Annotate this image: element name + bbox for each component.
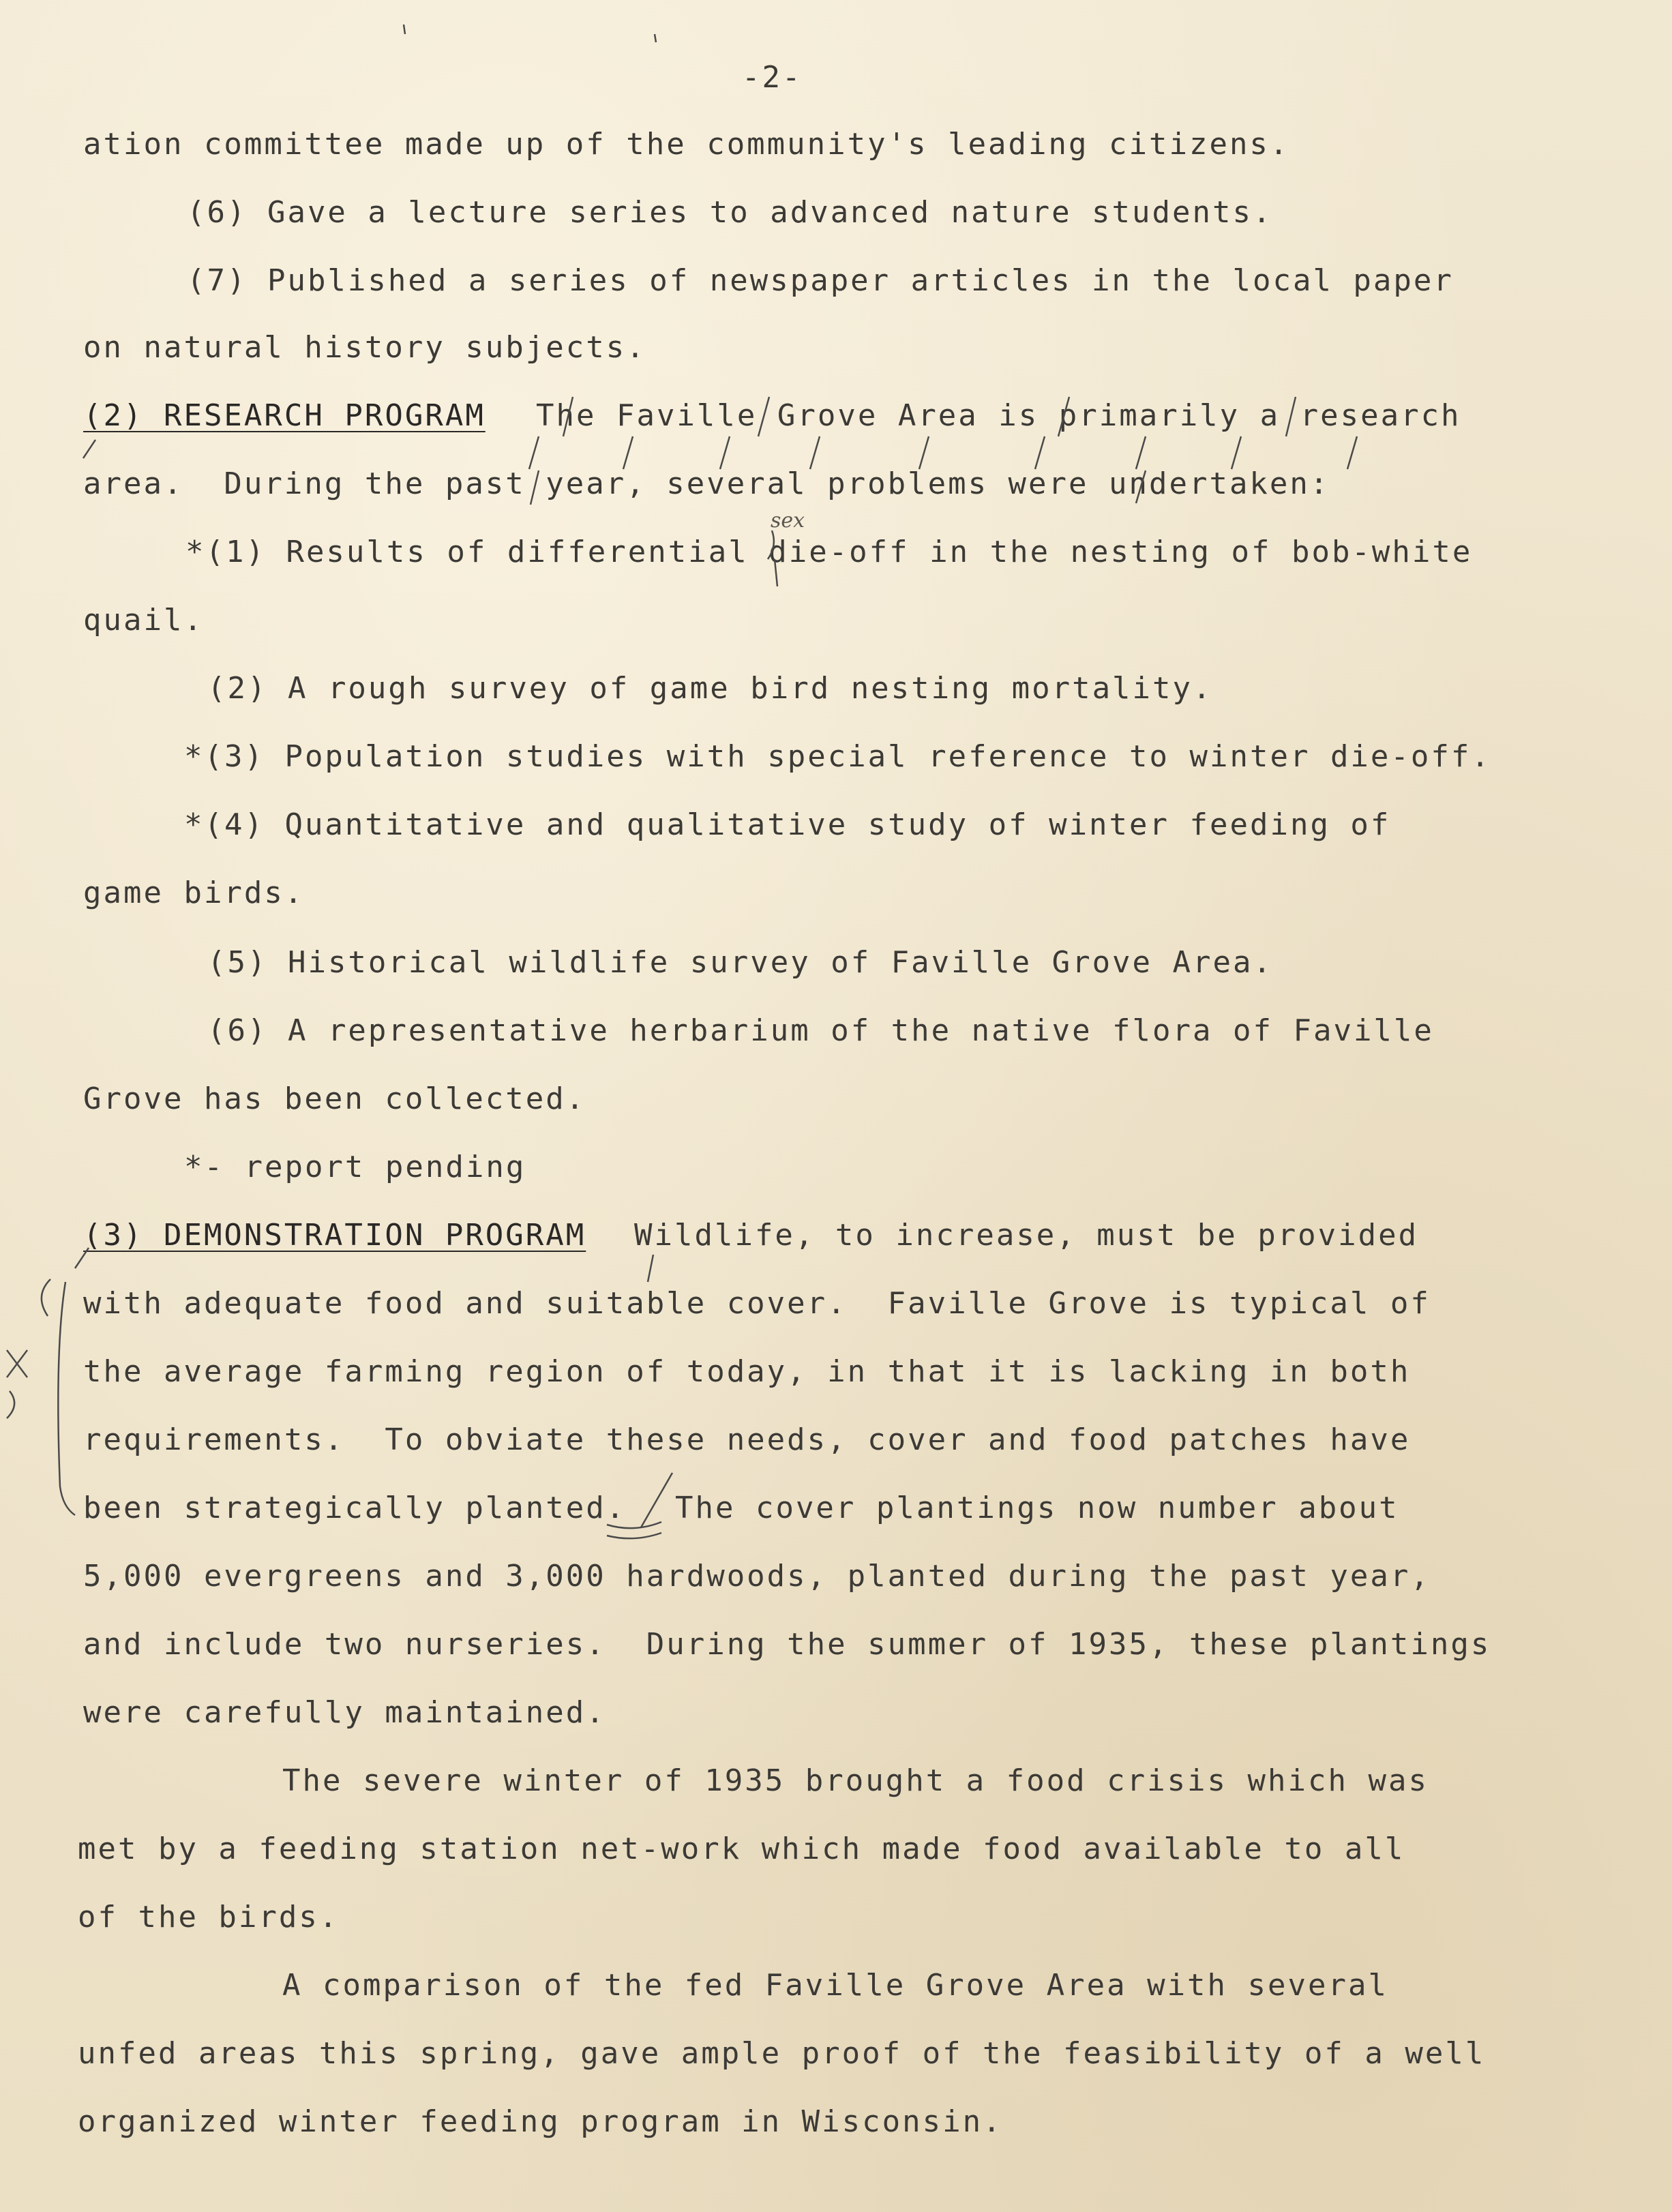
text-line-28: of the birds. bbox=[78, 1900, 340, 1934]
text-line-9: (2) A rough survey of game bird nesting mortality. bbox=[207, 671, 1213, 706]
text-line-26: The severe winter of 1935 brought a food crisis which was bbox=[282, 1763, 1429, 1798]
text-line-27: met by a feeding station net-work which made food available to all bbox=[78, 1832, 1405, 1866]
text-line-30: unfed areas this spring, gave ample proof of the feasibility of a well bbox=[78, 2036, 1486, 2071]
text-line-5: The Faville Grove Area is primarily a research bbox=[536, 398, 1461, 433]
text-line-20: requirements. To obviate these needs, cover and food patches have bbox=[83, 1422, 1411, 1457]
text-line-18: with adequate food and suitable cover. Faville Grove is typical of bbox=[83, 1286, 1431, 1321]
text-line-23: 5,000 evergreens and 3,000 hardwoods, planted during the past year, bbox=[83, 1559, 1431, 1594]
text-line-3: (7) Published a series of newspaper articles in the local paper bbox=[187, 263, 1454, 298]
text-line-21: been strategically planted. bbox=[83, 1491, 627, 1525]
text-line-1: ation committee made up of the community's leading citizens. bbox=[83, 127, 1290, 162]
text-line-13: (5) Historical wildlife survey of Faville Grove Area. bbox=[207, 945, 1273, 980]
text-line-19: the average farming region of today, in that it is lacking in both bbox=[83, 1354, 1411, 1389]
text-line-6: area. During the past year, several problems were undertaken: bbox=[83, 466, 1330, 501]
text-line-22: The cover plantings now number about bbox=[675, 1491, 1399, 1525]
text-line-4: on natural history subjects. bbox=[83, 330, 646, 365]
text-line-25: were carefully maintained. bbox=[83, 1695, 606, 1730]
text-line-17: Wildlife, to increase, must be provided bbox=[634, 1218, 1419, 1253]
text-line-11: *(4) Quantitative and qualitative study of winter feeding of bbox=[184, 807, 1391, 842]
text-line-12: game birds. bbox=[83, 876, 305, 910]
text-line-31: organized winter feeding program in Wisconsin. bbox=[78, 2104, 1003, 2139]
text-line-8: quail. bbox=[83, 603, 204, 638]
text-line-10: *(3) Population studies with special reference to winter die-off. bbox=[184, 739, 1491, 774]
text-line-7: *(1) Results of differential die-off in the nesting of bob-white bbox=[185, 535, 1473, 569]
demonstration-program-heading: (3) DEMONSTRATION PROGRAM bbox=[83, 1218, 586, 1253]
text-line-2: (6) Gave a lecture series to advanced nature students. bbox=[187, 195, 1273, 230]
text-line-15: Grove has been collected. bbox=[83, 1081, 586, 1116]
text-line-29: A comparison of the fed Faville Grove Area with several bbox=[282, 1968, 1388, 2003]
text-line-14: (6) A representative herbarium of the native flora of Faville bbox=[207, 1013, 1434, 1048]
pencil-annotation: sex bbox=[771, 509, 805, 533]
text-line-16: *- report pending bbox=[184, 1150, 526, 1184]
research-program-heading: (2) RESEARCH PROGRAM bbox=[83, 398, 486, 433]
page-number: -2- bbox=[742, 60, 803, 95]
text-line-24: and include two nurseries. During the summer of 1935, these plantings bbox=[83, 1627, 1491, 1662]
